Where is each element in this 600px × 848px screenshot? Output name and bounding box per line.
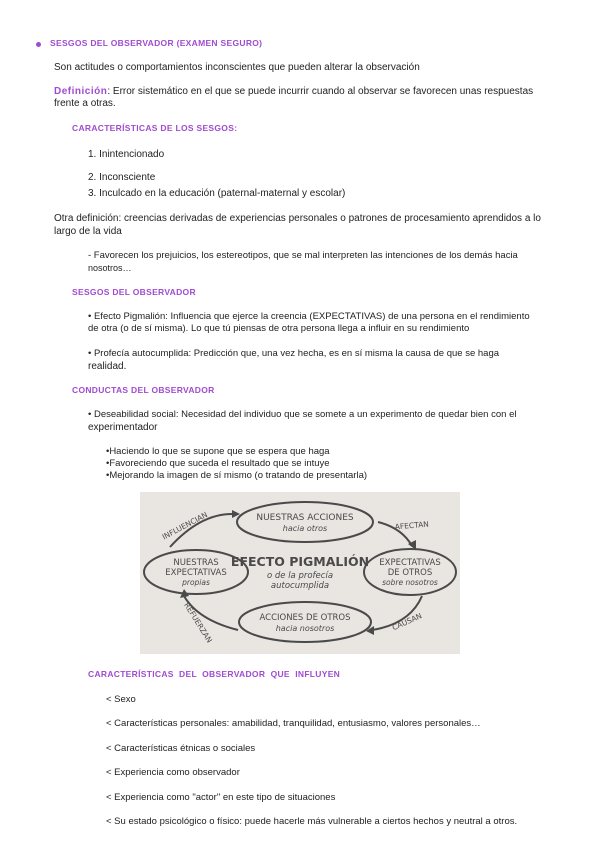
causan-label: CAUSAN [390,611,424,633]
influyen-heading: CARACTERÍSTICAS DEL OBSERVADOR QUE INFLUYEN [88,669,341,679]
conducta-item-2: •Favoreciendo que suceda el resultado que se intuye [106,458,330,469]
definition-line-2: frente a otras. [54,98,116,109]
center-subtitle-2: autocumplida [270,581,330,591]
intro-text: Son actitudes o comportamientos inconscientes que pueden alterar la observación [54,62,420,73]
pigmalion-line-2: de otra (o de sí misma). Lo que tú piensas de otra persona llega a influir en su rendimiento [88,323,470,334]
definition-label: Definición [54,86,108,97]
characteristic-item-1: 1. Inintencionado [88,149,165,160]
left-bubble-line-3: propias [182,578,210,587]
conductas-heading: CONDUCTAS DEL OBSERVADOR [72,385,215,395]
pigmalion-diagram [140,492,460,654]
bottom-bubble-line-1: ACCIONES DE OTROS [259,613,351,623]
title-bullet-icon [36,42,41,47]
influyen-item-4: < Experiencia como observador [106,767,240,778]
profecia-line-1: • Profecía autocumplida: Predicción que, una vez hecha, es en sí misma la causa de que se haga [88,348,500,359]
characteristic-item-2: 2. Inconsciente [88,172,156,183]
influyen-item-6: < Su estado psicológico o físico: puede hacerle más vulnerable a ciertos hechos y neutral a otros. [106,816,518,827]
favorecen-line-2: nosotros… [88,263,132,273]
pigmalion-line-1: • Efecto Pigmalión: Influencia que ejerce la creencia (EXPECTATIVAS) de una persona en el rendimiento [88,311,530,322]
left-bubble-line-2: EXPECTATIVAS [165,568,227,578]
deseabilidad-line-2: experimentador [88,422,158,433]
center-subtitle-1: o de la profecía [266,571,334,581]
influencian-label: INFLUENCIAN [160,510,210,542]
influyen-item-2: < Características personales: amabilidad, tranquilidad, entusiasmo, valores personales… [106,718,481,729]
conducta-item-1: •Haciendo lo que se supone que se espera que haga [106,446,330,457]
other-definition-line-2: largo de la vida [54,226,122,237]
right-bubble-line-3: sobre nosotros [382,578,438,587]
right-bubble-line-2: DE OTROS [387,568,433,578]
influyen-item-3: < Características étnicas o sociales [106,743,256,754]
favorecen-line-1: - Favorecen los prejuicios, los estereotipos, que se mal interpreten las intenciones de los demás hacia [88,250,518,261]
page-title: SESGOS DEL OBSERVADOR (EXAMEN SEGURO) [50,38,263,48]
center-title: EFECTO PIGMALIÓN [230,554,370,569]
top-bubble-line-1: NUESTRAS ACCIONES [256,513,354,523]
conducta-item-3: •Mejorando la imagen de sí mismo (o tratando de presentarla) [106,470,368,481]
definition-text: : Error sistemático en el que se puede incurrir cuando al observar se favorecen unas respuestas [107,86,534,97]
deseabilidad-line-1: • Deseabilidad social: Necesidad del individuo que se somete a un experimento de quedar bien con el [88,409,517,420]
other-definition-line-1: Otra definición: creencias derivadas de experiencias personales o patrones de procesamiento aprendidos a lo [54,213,541,224]
afectan-label: AFECTAN [394,519,430,532]
profecia-line-2: realidad. [88,361,127,372]
definition-line-1 [54,85,533,98]
influyen-item-1: < Sexo [106,694,136,705]
refuerzan-label: REFUERZAN [182,600,215,645]
left-bubble-line-1: NUESTRAS [173,558,219,568]
right-bubble-line-1: EXPECTATIVAS [379,558,441,568]
bottom-bubble-line-2: hacia nosotros [275,624,335,633]
characteristics-heading: CARACTERÍSTICAS DE LOS SESGOS: [72,123,238,133]
influyen-item-5: < Experiencia como "actor" en este tipo de situaciones [106,792,336,803]
characteristic-item-3: 3. Inculcado en la educación (paternal-maternal y escolar) [88,188,346,199]
top-bubble-line-2: hacia otros [282,524,328,533]
sesgos-heading: SESGOS DEL OBSERVADOR [72,287,196,297]
